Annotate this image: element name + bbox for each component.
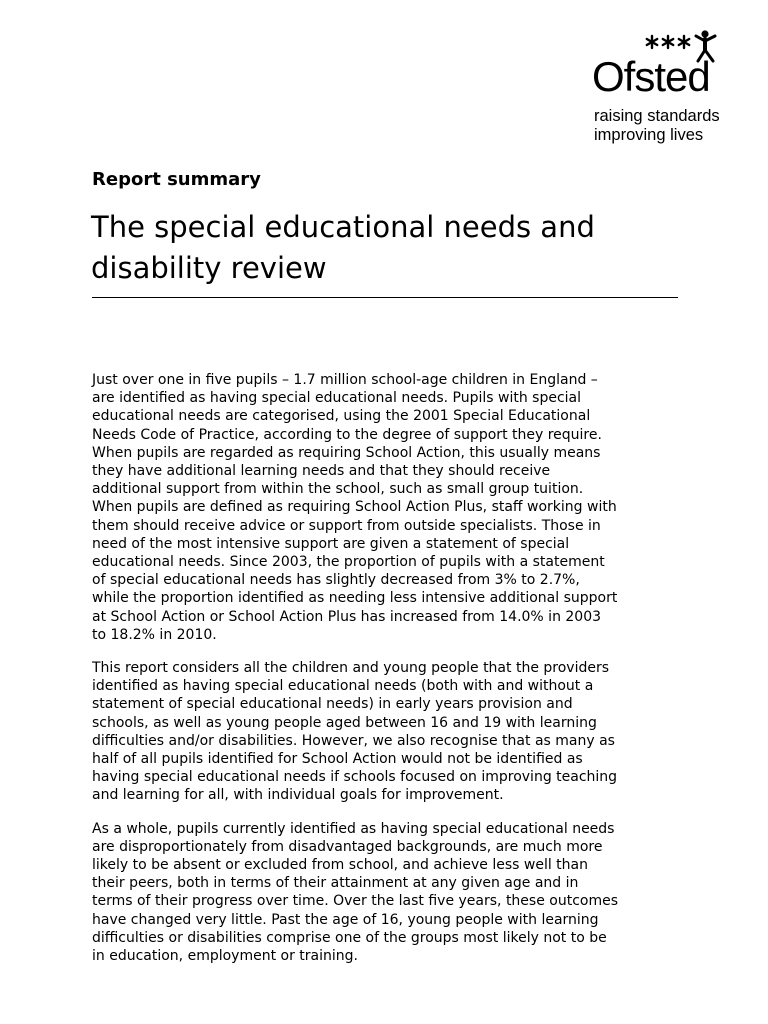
- logo-tagline-1: raising standards: [594, 107, 720, 125]
- text-line: This report considers all the children and young people that the providers: [92, 660, 610, 677]
- text-line: Just over one in five pupils – 1.7 million school-age children in England –: [92, 372, 598, 388]
- summary-body: [92, 371, 692, 980]
- text-line: and learning for all, with individual goals for improvement.: [92, 787, 504, 804]
- text-line: at School Action or School Action Plus has increased from 14.0% in 2003: [92, 608, 602, 625]
- title-line: disability review: [91, 251, 327, 285]
- text-line: difficulties or disabilities comprise one of the groups most likely not to be: [92, 929, 607, 946]
- text-line: Needs Code of Practice, according to the degree of support they require.: [92, 426, 602, 443]
- text-line: need of the most intensive support are given a statement of special: [92, 535, 570, 552]
- paragraph-1: [92, 371, 692, 644]
- text-line: statement of special educational needs) in early years provision and: [92, 696, 573, 713]
- text-line: their peers, both in terms of their attainment at any given age and in: [92, 875, 579, 892]
- title-line: The special educational needs and: [91, 210, 595, 244]
- text-line: they have additional learning needs and that they should receive: [92, 463, 551, 480]
- text-line: are disproportionately from disadvantaged backgrounds, are much more: [92, 838, 603, 855]
- text-line: schools, as well as young people aged between 16 and 19 with learning: [92, 714, 597, 731]
- ofsted-logo: [592, 30, 732, 150]
- logo-wordmark: Ofsted: [592, 53, 710, 100]
- text-line: having special educational needs if schools focused on improving teaching: [92, 769, 618, 786]
- text-line: When pupils are regarded as requiring School Action, this usually means: [92, 444, 601, 461]
- text-line: identified as having special educational needs (both with and without a: [92, 678, 594, 695]
- text-line: likely to be absent or excluded from school, and achieve less well than: [92, 857, 588, 874]
- text-line: When pupils are defined as requiring School Action Plus, staff working with: [92, 499, 617, 516]
- text-line: As a whole, pupils currently identified as having special educational needs: [92, 820, 615, 837]
- logo-tagline-2: improving lives: [594, 126, 704, 144]
- text-line: additional support from within the school, such as small group tuition.: [92, 481, 584, 498]
- text-line: have changed very little. Past the age of 16, young people with learning: [92, 911, 599, 928]
- text-line: are identified as having special educational needs. Pupils with special: [92, 390, 582, 407]
- page-title: [91, 207, 691, 289]
- text-line: to 18.2% in 2010.: [92, 626, 217, 643]
- title-divider: [92, 297, 678, 298]
- report-label: Report summary: [92, 169, 261, 190]
- paragraph-2: [92, 659, 692, 805]
- text-line: educational needs. Since 2003, the proportion of pupils with a statement: [92, 554, 605, 571]
- text-line: educational needs are categorised, using the 2001 Special Educational: [92, 408, 591, 425]
- text-line: difficulties and/or disabilities. However, we also recognise that as many as: [92, 732, 615, 749]
- text-line: half of all pupils identified for School Action would not be identified as: [92, 751, 583, 768]
- text-line: them should receive advice or support from outside specialists. Those in: [92, 517, 601, 534]
- text-line: while the proportion identified as needing less intensive additional support: [92, 590, 618, 607]
- text-line: terms of their progress over time. Over the last five years, these outcomes: [92, 893, 619, 910]
- text-line: of special educational needs has slightly decreased from 3% to 2.7%,: [92, 572, 580, 589]
- text-line: in education, employment or training.: [92, 948, 358, 965]
- paragraph-3: [92, 820, 692, 966]
